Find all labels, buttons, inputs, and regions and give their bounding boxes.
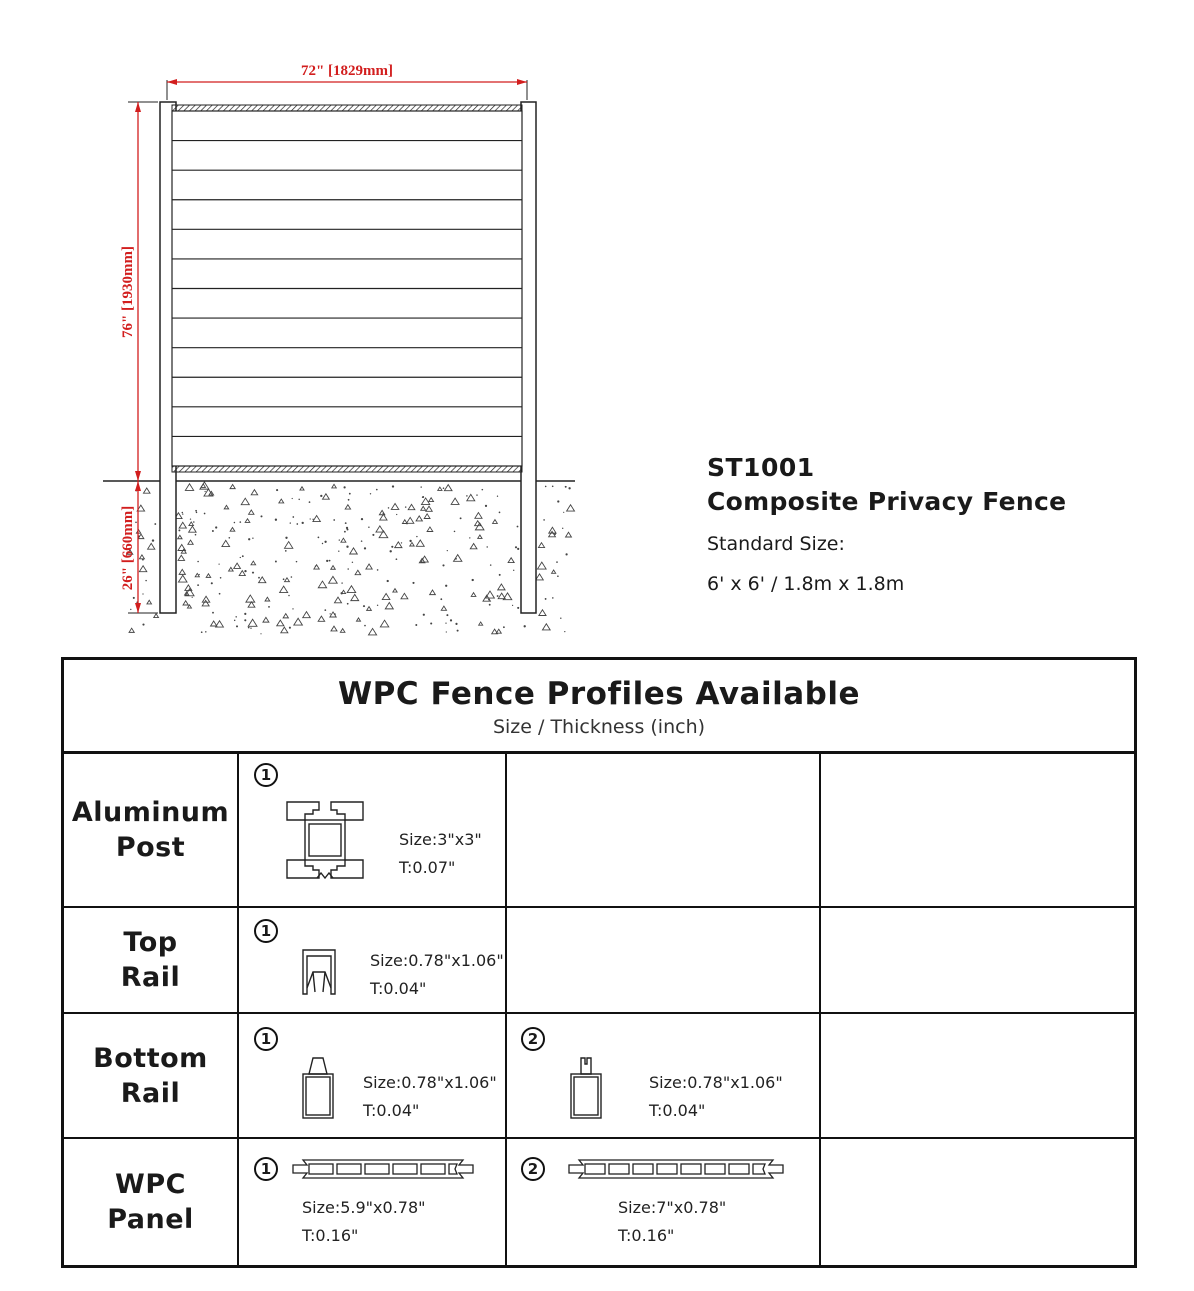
profile-spec (649, 1069, 783, 1125)
profile-size: Size:7"x0.78" (618, 1198, 727, 1217)
empty-cell (507, 908, 821, 1012)
row-label-cell (64, 1014, 239, 1137)
wpc-panel-profile-icon (567, 1157, 785, 1181)
profile-spec (302, 1194, 426, 1250)
table-title: WPC Fence Profiles Available (337, 676, 860, 712)
empty-cell (821, 908, 1134, 1012)
profile-thickness: T:0.07" (399, 858, 456, 877)
profile-thickness: T:0.04" (370, 979, 427, 998)
standard-size-value: 6' x 6' / 1.8m x 1.8m (707, 573, 905, 595)
row-label: Aluminum Post (71, 797, 230, 863)
profile-number-badge: 1 (254, 1027, 278, 1051)
product-info (707, 452, 1066, 596)
table-header (64, 660, 1134, 754)
empty-cell (821, 1014, 1134, 1137)
profile-size: Size:5.9"x0.78" (302, 1198, 426, 1217)
row-label: WPC Panel (107, 1169, 194, 1235)
profile-cell (239, 1014, 507, 1137)
profile-spec (618, 1194, 726, 1250)
empty-cell (507, 754, 821, 906)
width-dimension (167, 63, 527, 100)
bottom-rail (172, 466, 522, 472)
table-row-bottom-rail (64, 1014, 1134, 1139)
height-dimension (120, 102, 158, 481)
empty-cell (821, 1139, 1134, 1265)
profile-number-badge: 2 (521, 1027, 545, 1051)
profile-thickness: T:0.04" (649, 1101, 706, 1120)
profile-number-badge: 1 (254, 763, 278, 787)
depth-dimension (120, 481, 158, 613)
profile-size: Size:0.78"x1.06" (649, 1073, 783, 1092)
profile-cell (239, 908, 507, 1012)
row-label-cell (64, 1139, 239, 1265)
table-row-wpc-panel (64, 1139, 1134, 1265)
profile-cell (507, 1139, 821, 1265)
product-name: Composite Privacy Fence (707, 487, 1067, 516)
profile-spec (363, 1069, 497, 1125)
depth-dimension-label: 26" [660mm] (120, 505, 136, 591)
profile-size: Size:0.78"x1.06" (363, 1073, 497, 1092)
profile-number-badge: 2 (521, 1157, 545, 1181)
profile-spec (370, 947, 504, 1003)
profile-number-badge: 1 (254, 1157, 278, 1181)
row-label-cell (64, 908, 239, 1012)
row-label: Top Rail (120, 927, 181, 993)
empty-cell (821, 754, 1134, 906)
profile-thickness: T:0.16" (302, 1226, 359, 1245)
top-rail (172, 105, 522, 111)
bottom-rail-profile-icon (569, 1056, 603, 1120)
table-row-top-rail (64, 908, 1134, 1014)
wpc-panel-profile-icon (291, 1157, 475, 1181)
profile-thickness: T:0.04" (363, 1101, 420, 1120)
right-post (521, 102, 536, 613)
profile-size: Size:3"x3" (399, 830, 482, 849)
profile-cell (507, 1014, 821, 1137)
profile-thickness: T:0.16" (618, 1226, 675, 1245)
standard-size-label: Standard Size: (707, 533, 845, 555)
ground-soil-pattern (127, 482, 574, 635)
product-code: ST1001 (707, 453, 815, 482)
profile-spec (399, 826, 482, 882)
width-dimension-label: 72" [1829mm] (300, 63, 394, 79)
aluminum-post-profile-icon (283, 798, 367, 882)
profile-number-badge: 1 (254, 919, 278, 943)
table-row-aluminum-post (64, 754, 1134, 908)
height-dimension-label: 76" [1930mm] (120, 245, 136, 339)
fence-elevation-drawing (0, 0, 600, 650)
profile-cell (239, 754, 507, 906)
profiles-table (61, 657, 1137, 1268)
profile-cell (239, 1139, 507, 1265)
table-subtitle: Size / Thickness (inch) (492, 716, 706, 738)
row-label-cell (64, 754, 239, 906)
profile-size: Size:0.78"x1.06" (370, 951, 504, 970)
top-rail-profile-icon (301, 948, 337, 998)
bottom-rail-profile-icon (301, 1056, 335, 1120)
row-label: Bottom Rail (93, 1042, 208, 1109)
